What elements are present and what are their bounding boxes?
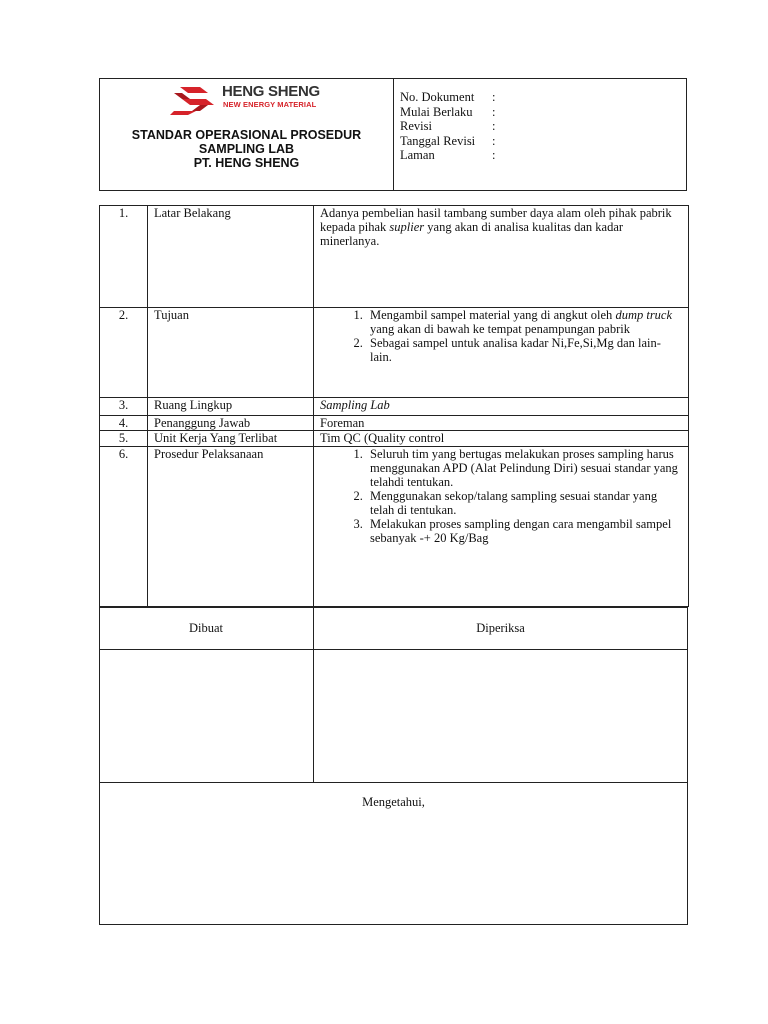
row-number: 1. bbox=[100, 206, 148, 308]
title-line-3: PT. HENG SHENG bbox=[193, 156, 300, 170]
list-item: 1. Seluruh tim yang bertugas melakukan proses sampling harus menggunakan APD (Alat Pelindung Diri) sesuai standar yang telahdi tentukan. bbox=[366, 447, 682, 489]
document-meta bbox=[400, 90, 495, 163]
table-row bbox=[100, 416, 689, 431]
row-number: 5. bbox=[100, 431, 148, 447]
row-content: Adanya pembelian hasil tambang sumber daya alam oleh pihak pabrik kepada pihak suplier yang akan di analisa kualitas dan kadar minerlanya. bbox=[314, 206, 689, 308]
row-content: Sampling Lab bbox=[314, 398, 689, 416]
row-content: Tim QC (Quality control bbox=[314, 431, 689, 447]
divider bbox=[99, 649, 688, 650]
row-label: Latar Belakang bbox=[148, 206, 314, 308]
table-row bbox=[100, 398, 689, 416]
row-content: Foreman bbox=[314, 416, 689, 431]
logo-name: HENG SHENG bbox=[222, 83, 320, 100]
list-item: 1. Mengambil sampel material yang di angkut oleh dump truck yang akan di bawah ke tempat penampungan pabrik bbox=[366, 308, 682, 336]
table-row bbox=[100, 447, 689, 607]
meta-row: No. Dokument : bbox=[400, 90, 496, 104]
table-row bbox=[100, 308, 689, 398]
row-label: Unit Kerja Yang Terlibat bbox=[148, 431, 314, 447]
table-row bbox=[100, 431, 689, 447]
title-line-2: SAMPLING LAB bbox=[198, 142, 295, 156]
made-by-label: Dibuat bbox=[188, 621, 224, 635]
logo-subtitle: NEW ENERGY MATERIAL bbox=[223, 100, 317, 109]
list-item: 3. Melakukan proses sampling dengan cara mengambil sampel sebanyak -+ 20 Kg/Bag bbox=[366, 517, 682, 545]
signature-block bbox=[99, 607, 688, 925]
meta-row: Laman : bbox=[400, 148, 496, 162]
row-label: Prosedur Pelaksanaan bbox=[148, 447, 314, 607]
row-label: Ruang Lingkup bbox=[148, 398, 314, 416]
row-content bbox=[314, 447, 689, 607]
table-row bbox=[100, 206, 689, 308]
row-label: Tujuan bbox=[148, 308, 314, 398]
sop-table bbox=[99, 205, 689, 607]
row-label: Penanggung Jawab bbox=[148, 416, 314, 431]
row-number: 6. bbox=[100, 447, 148, 607]
row-number: 4. bbox=[100, 416, 148, 431]
document-title bbox=[99, 128, 394, 170]
meta-row: Mulai Berlaku : bbox=[400, 104, 496, 119]
checked-by-label: Diperiksa bbox=[476, 621, 525, 635]
title-line-1: STANDAR OPERASIONAL PROSEDUR bbox=[131, 128, 362, 142]
row-number: 2. bbox=[100, 308, 148, 398]
row-content bbox=[314, 308, 689, 398]
meta-row: Revisi : bbox=[400, 119, 496, 133]
list-item: 2. Sebagai sampel untuk analisa kadar Ni,Fe,Si,Mg dan lain-lain. bbox=[366, 336, 682, 364]
meta-row: Tanggal Revisi : bbox=[400, 133, 496, 148]
row-number: 3. bbox=[100, 398, 148, 416]
acknowledged-label: Mengetahui, bbox=[362, 795, 425, 809]
list-item: 2. Menggunakan sekop/talang sampling sesuai standar yang telah di tentukan. bbox=[366, 489, 682, 517]
company-logo bbox=[170, 80, 330, 116]
divider bbox=[99, 782, 688, 783]
logo-mark-icon bbox=[170, 81, 218, 115]
